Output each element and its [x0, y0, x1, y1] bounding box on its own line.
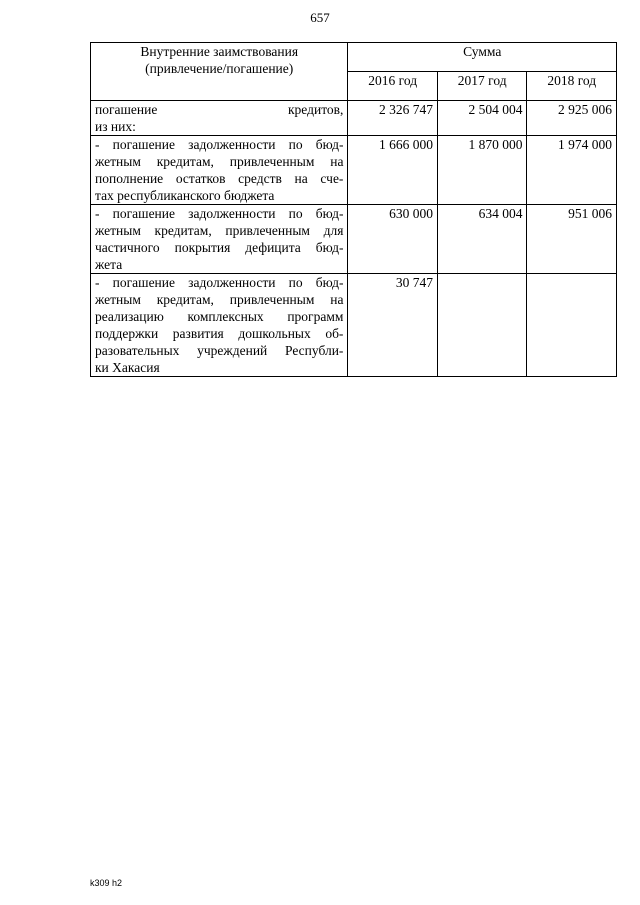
value-cell-2017 — [437, 274, 527, 377]
table-row — [91, 205, 617, 274]
value-cell-2018: 1 974 000 — [527, 136, 617, 205]
value-cell-2016: 1 666 000 — [348, 136, 438, 205]
description-line: - погашение задолженности по бюд- — [95, 206, 344, 221]
description-line: - погашение задолженности по бюд- — [95, 275, 344, 290]
description-line: жетным кредитам, привлеченным на — [95, 292, 344, 307]
header-year-2018: 2018 год — [527, 72, 617, 101]
header-main-line1: Внутренние заимствования — [140, 44, 299, 59]
description-line: жетным кредитам, привлеченным для — [95, 223, 344, 238]
description-line: пополнение остатков средств на сче- — [95, 171, 344, 186]
table-row — [91, 101, 617, 136]
header-sum: Сумма — [348, 43, 617, 72]
value-cell-2017: 1 870 000 — [437, 136, 527, 205]
description-line: погашение кредитов, — [95, 102, 344, 117]
borrowings-table — [90, 42, 617, 377]
table-row — [91, 136, 617, 205]
header-main-line2: (привлечение/погашение) — [145, 61, 294, 76]
row-description — [91, 101, 348, 136]
header-internal-borrowings — [91, 43, 348, 101]
description-line: реализацию комплексных программ — [95, 309, 344, 324]
value-cell-2018: 951 006 — [527, 205, 617, 274]
value-cell-2016: 2 326 747 — [348, 101, 438, 136]
table-row — [91, 274, 617, 377]
description-line: из них: — [95, 119, 136, 134]
row-description — [91, 274, 348, 377]
row-description — [91, 136, 348, 205]
page-number: 657 — [310, 10, 330, 25]
table-header-row — [91, 43, 617, 72]
header-year-2017: 2017 год — [437, 72, 527, 101]
value-cell-2016: 30 747 — [348, 274, 438, 377]
description-line: ки Хакасия — [95, 360, 160, 375]
description-line: - погашение задолженности по бюд- — [95, 137, 344, 152]
value-cell-2016: 630 000 — [348, 205, 438, 274]
value-cell-2018: 2 925 006 — [527, 101, 617, 136]
description-line: жетным кредитам, привлеченным на — [95, 154, 344, 169]
footer-code: k309 h2 — [90, 878, 123, 888]
description-line: разовательных учреждений Республи- — [95, 343, 344, 358]
value-cell-2017: 2 504 004 — [437, 101, 527, 136]
description-line: поддержки развития дошкольных об- — [95, 326, 344, 341]
value-cell-2017: 634 004 — [437, 205, 527, 274]
description-line: частичного покрытия дефицита бюд- — [95, 240, 344, 255]
description-line: тах республиканского бюджета — [95, 188, 275, 203]
header-year-2016: 2016 год — [348, 72, 438, 101]
row-description — [91, 205, 348, 274]
value-cell-2018 — [527, 274, 617, 377]
description-line: жета — [95, 257, 123, 272]
